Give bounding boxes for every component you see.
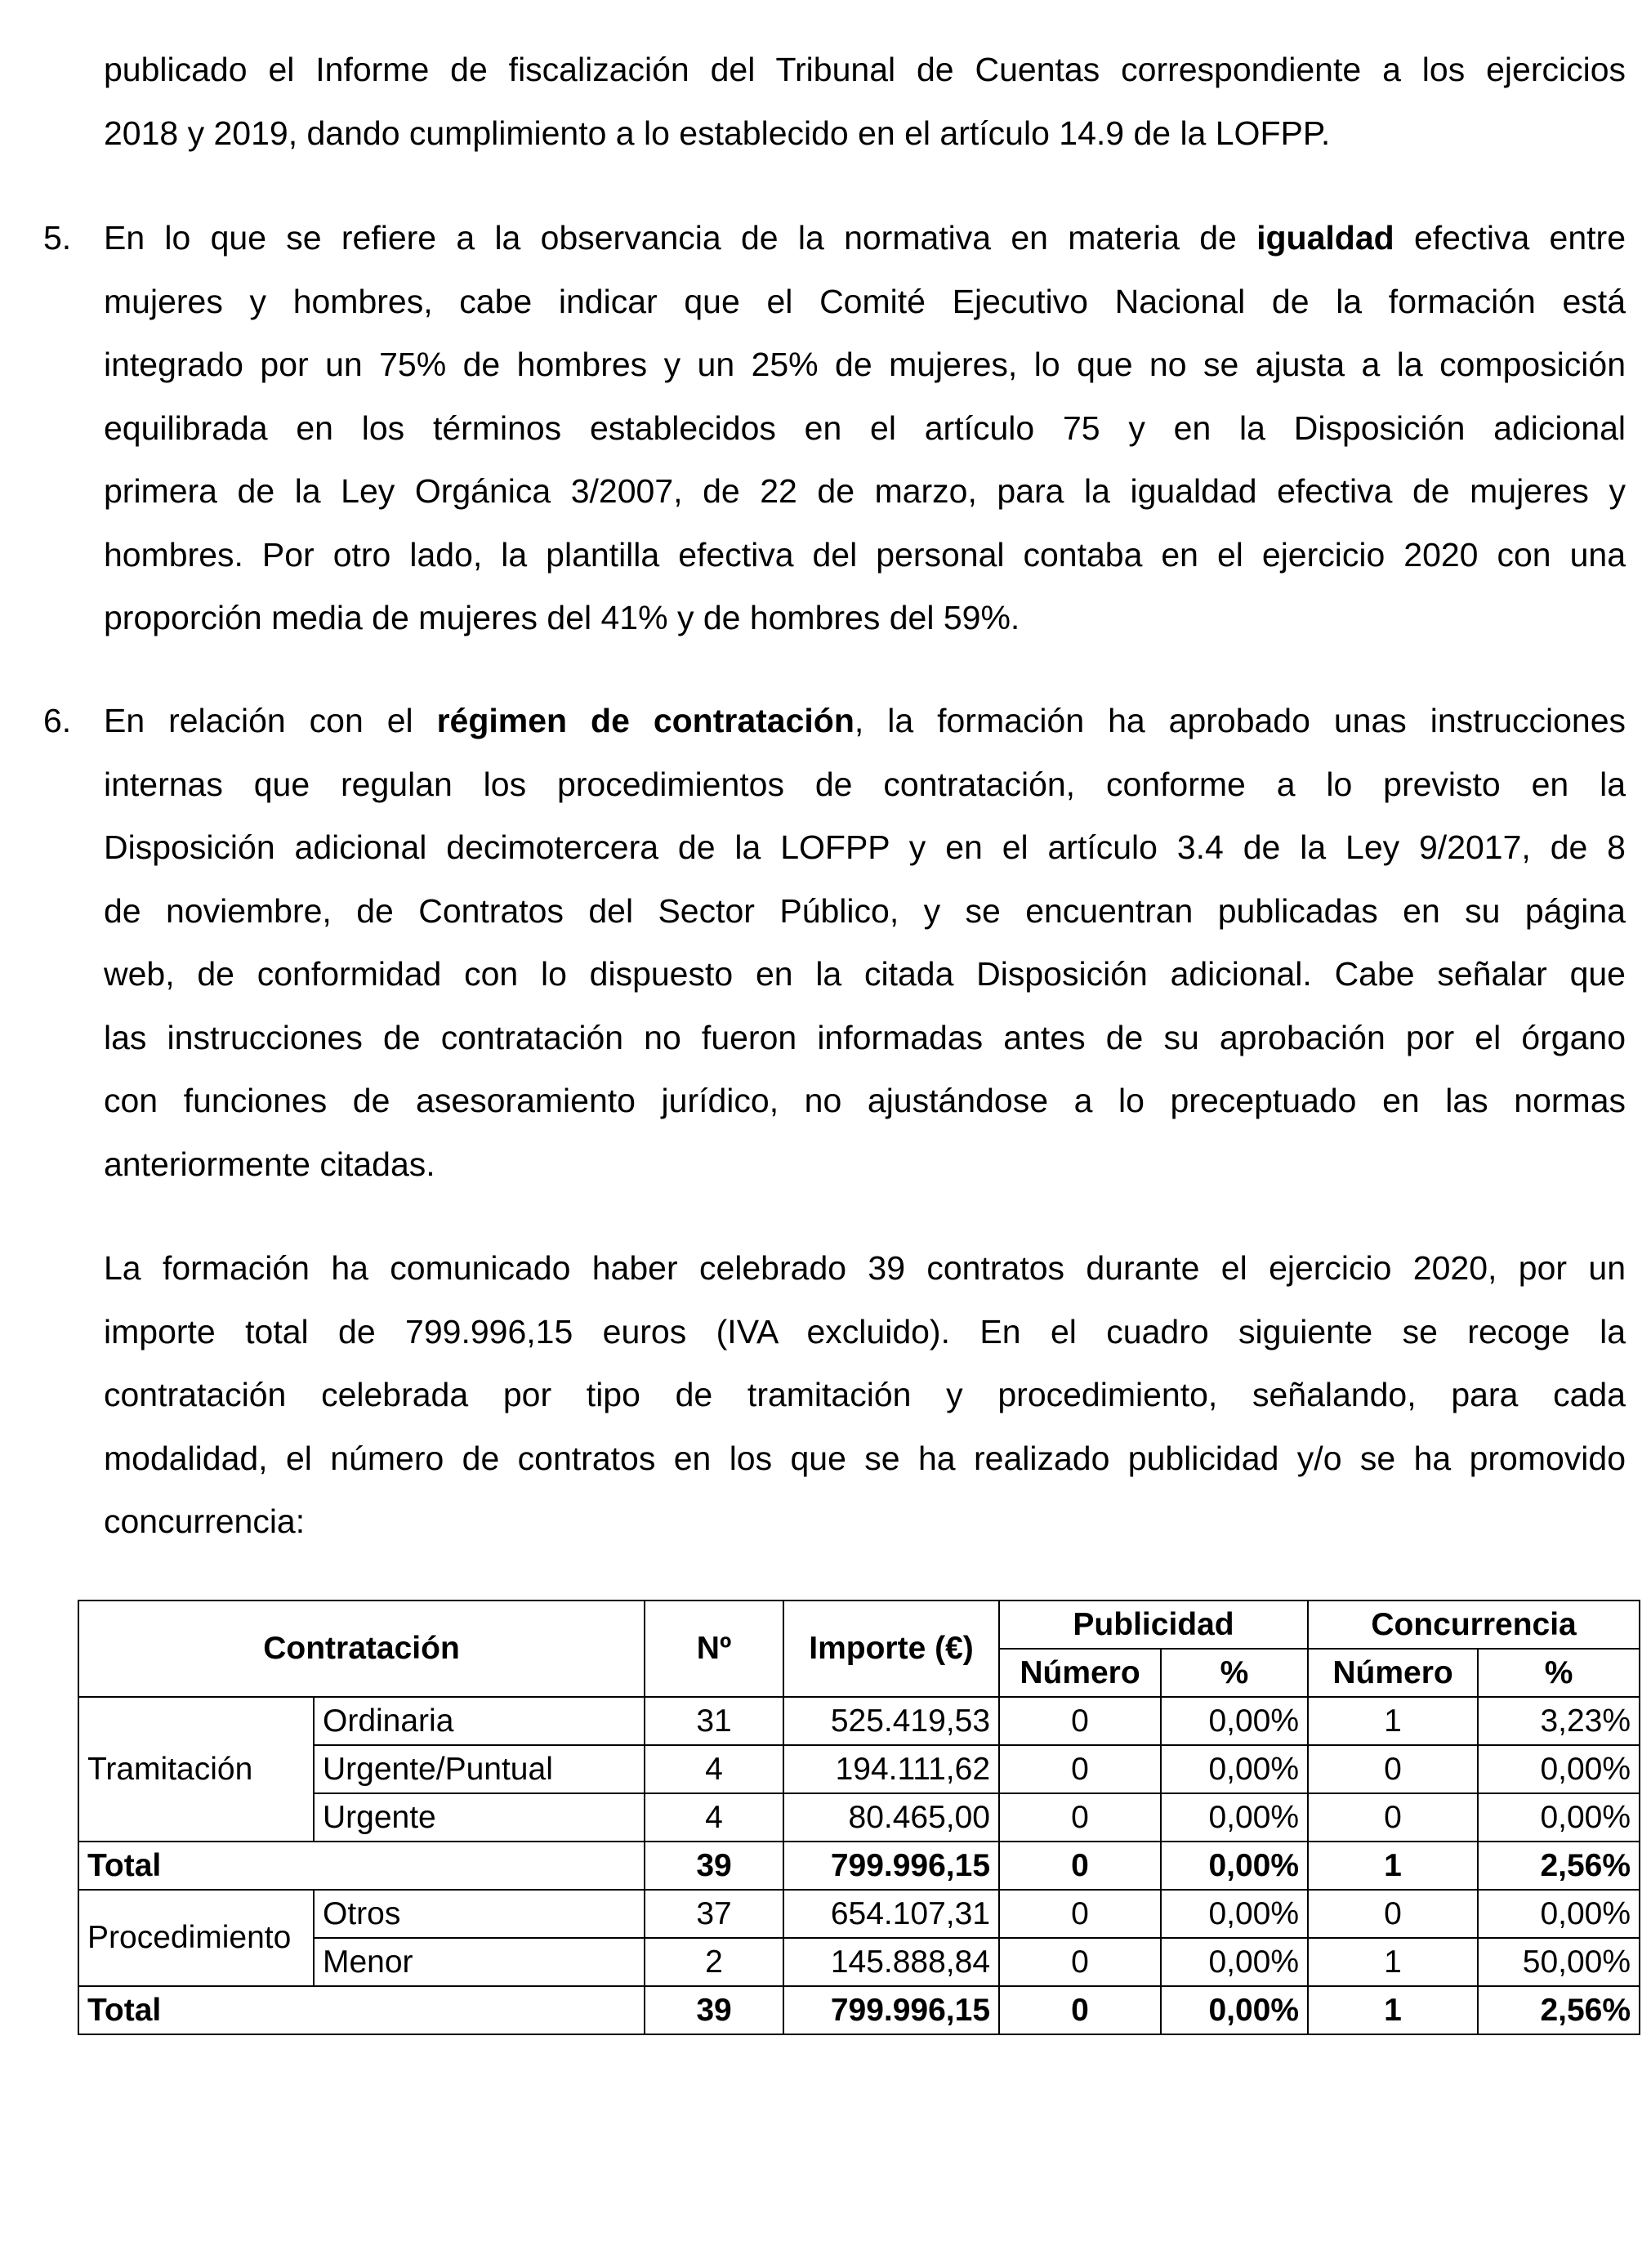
text-segment: con funciones de asesoramiento jurídico, no ajustándose a lo preceptuado en las normas <box>104 1082 1626 1119</box>
total-label: Total <box>78 1842 645 1890</box>
total-row <box>78 1986 1640 2034</box>
cell-pub-n: 0 <box>999 1938 1161 1986</box>
cell-pub-n: 0 <box>999 1890 1161 1938</box>
text-segment: proporción media de mujeres del 41% y de hombres del 59%. <box>104 599 1020 636</box>
cell-importe: 145.888,84 <box>783 1938 999 1986</box>
text-line <box>104 1069 1626 1133</box>
cell-pub-pct: 0,00% <box>1161 1890 1308 1938</box>
text-segment: En relación con el <box>104 702 437 739</box>
bold-term: régimen de contratación <box>436 702 855 739</box>
paragraph <box>104 38 1626 165</box>
total-pub-pct: 0,00% <box>1161 1842 1308 1890</box>
text-segment: contratación celebrada por tipo de tramitación y procedimiento, señalando, para cada <box>104 1376 1626 1413</box>
text-segment: modalidad, el número de contratos en los que se ha realizado publicidad y/o se ha promovido <box>104 1439 1626 1477</box>
total-n: 39 <box>645 1842 783 1890</box>
text-segment: La formación ha comunicado haber celebrado 39 contratos durante el ejercicio 2020, por un <box>104 1249 1626 1287</box>
row-type: Urgente <box>314 1793 645 1842</box>
header-con-pct: % <box>1478 1649 1640 1697</box>
cell-con-n: 0 <box>1308 1793 1478 1842</box>
text-line <box>104 460 1626 524</box>
total-con-pct: 2,56% <box>1478 1986 1640 2034</box>
text-line <box>104 1133 1626 1197</box>
cell-pub-pct: 0,00% <box>1161 1745 1308 1793</box>
total-pub-n: 0 <box>999 1986 1161 2034</box>
paragraph-number: 6. <box>43 702 72 739</box>
total-n: 39 <box>645 1986 783 2034</box>
cell-n: 4 <box>645 1745 783 1793</box>
text-segment: En lo que se refiere a la observancia de la normativa en materia de <box>104 219 1257 257</box>
header-pub-pct: % <box>1161 1649 1308 1697</box>
text-segment: internas que regulan los procedimientos de contratación, conforme a lo previsto en la <box>104 765 1626 803</box>
cell-con-pct: 0,00% <box>1478 1793 1640 1842</box>
cell-pub-pct: 0,00% <box>1161 1697 1308 1745</box>
header-concurrencia: Concurrencia <box>1308 1601 1640 1649</box>
total-con-n: 1 <box>1308 1986 1478 2034</box>
text-line <box>104 333 1626 397</box>
table-row <box>78 1697 1640 1745</box>
cell-con-n: 1 <box>1308 1697 1478 1745</box>
group-label: Tramitación <box>78 1697 314 1842</box>
total-con-n: 1 <box>1308 1842 1478 1890</box>
cell-n: 2 <box>645 1938 783 1986</box>
text-line <box>104 1364 1626 1427</box>
text-line <box>104 943 1626 1007</box>
text-line <box>104 207 1626 270</box>
text-line <box>104 587 1626 650</box>
row-type: Ordinaria <box>314 1697 645 1745</box>
cell-con-n: 1 <box>1308 1938 1478 1986</box>
text-line <box>104 1237 1626 1301</box>
text-segment: web, de conformidad con lo dispuesto en la citada Disposición adicional. Cabe señalar que <box>104 955 1626 993</box>
contracting-table <box>78 1600 1640 2035</box>
cell-importe: 194.111,62 <box>783 1745 999 1793</box>
cell-pub-n: 0 <box>999 1745 1161 1793</box>
total-row <box>78 1842 1640 1890</box>
cell-con-n: 0 <box>1308 1890 1478 1938</box>
header-contratacion: Contratación <box>78 1601 645 1697</box>
cell-importe: 525.419,53 <box>783 1697 999 1745</box>
text-segment: importe total de 799.996,15 euros (IVA excluido). En el cuadro siguiente se recoge la <box>104 1312 1626 1351</box>
group-label: Procedimiento <box>78 1890 314 1986</box>
text-segment: las instrucciones de contratación no fueron informadas antes de su aprobación por el órgano <box>104 1018 1626 1056</box>
total-con-pct: 2,56% <box>1478 1842 1640 1890</box>
text-segment: 2018 y 2019, dando cumplimiento a lo establecido en el artículo 14.9 de la LOFPP. <box>104 114 1331 152</box>
total-pub-n: 0 <box>999 1842 1161 1890</box>
text-segment: anteriormente citadas. <box>104 1145 435 1183</box>
text-line <box>104 270 1626 334</box>
cell-con-pct: 0,00% <box>1478 1890 1640 1938</box>
cell-importe: 654.107,31 <box>783 1890 999 1938</box>
cell-con-n: 0 <box>1308 1745 1478 1793</box>
paragraph <box>43 207 1626 650</box>
text-segment: hombres. Por otro lado, la plantilla efectiva del personal contaba en el ejercicio 2020 con una <box>104 535 1626 574</box>
text-line <box>104 397 1626 461</box>
text-line <box>104 753 1626 817</box>
text-segment: efectiva entre <box>1394 219 1626 257</box>
header-pub-numero: Número <box>999 1649 1161 1697</box>
table-row <box>78 1890 1640 1938</box>
text-line <box>104 880 1626 944</box>
row-type: Menor <box>314 1938 645 1986</box>
total-importe: 799.996,15 <box>783 1986 999 2034</box>
header-n: Nº <box>645 1601 783 1697</box>
text-segment: mujeres y hombres, cabe indicar que el Comité Ejecutivo Nacional de la formación está <box>104 282 1626 320</box>
cell-importe: 80.465,00 <box>783 1793 999 1842</box>
row-type: Urgente/Puntual <box>314 1745 645 1793</box>
text-segment: de noviembre, de Contratos del Sector Público, y se encuentran publicadas en su página <box>104 891 1626 930</box>
text-segment: , la formación ha aprobado unas instrucciones <box>854 702 1626 739</box>
cell-con-pct: 0,00% <box>1478 1745 1640 1793</box>
paragraph-number: 5. <box>43 219 72 257</box>
text-line <box>104 102 1626 166</box>
text-segment: publicado el Informe de fiscalización del Tribunal de Cuentas correspondiente a los ejercicios <box>104 51 1626 88</box>
text-line <box>104 1427 1626 1491</box>
text-line <box>104 38 1626 102</box>
cell-con-pct: 50,00% <box>1478 1938 1640 1986</box>
total-pub-pct: 0,00% <box>1161 1986 1308 2034</box>
header-importe: Importe (€) <box>783 1601 999 1697</box>
total-importe: 799.996,15 <box>783 1842 999 1890</box>
paragraph <box>104 1237 1626 1554</box>
cell-pub-pct: 0,00% <box>1161 1938 1308 1986</box>
header-con-numero: Número <box>1308 1649 1478 1697</box>
text-line <box>104 1490 1626 1554</box>
bold-term: igualdad <box>1256 219 1394 257</box>
text-segment: primera de la Ley Orgánica 3/2007, de 22 de marzo, para la igualdad efectiva de mujeres y <box>104 472 1626 510</box>
text-segment: equilibrada en los términos establecidos en el artículo 75 y en la Disposición adicional <box>104 409 1626 447</box>
cell-pub-pct: 0,00% <box>1161 1793 1308 1842</box>
cell-n: 4 <box>645 1793 783 1842</box>
text-segment: Disposición adicional decimotercera de la LOFPP y en el artículo 3.4 de la Ley 9/2017, de 8 <box>104 828 1626 866</box>
paragraph <box>43 690 1626 1196</box>
cell-n: 37 <box>645 1890 783 1938</box>
cell-pub-n: 0 <box>999 1793 1161 1842</box>
row-type: Otros <box>314 1890 645 1938</box>
text-line <box>104 1301 1626 1364</box>
text-line <box>104 690 1626 753</box>
cell-pub-n: 0 <box>999 1697 1161 1745</box>
cell-n: 31 <box>645 1697 783 1745</box>
total-label: Total <box>78 1986 645 2034</box>
header-publicidad: Publicidad <box>999 1601 1308 1649</box>
text-segment: concurrencia: <box>104 1502 306 1540</box>
cell-con-pct: 3,23% <box>1478 1697 1640 1745</box>
text-segment: integrado por un 75% de hombres y un 25% de mujeres, lo que no se ajusta a la composición <box>104 346 1626 383</box>
text-line <box>104 1007 1626 1070</box>
text-line <box>104 524 1626 587</box>
text-line <box>104 816 1626 880</box>
